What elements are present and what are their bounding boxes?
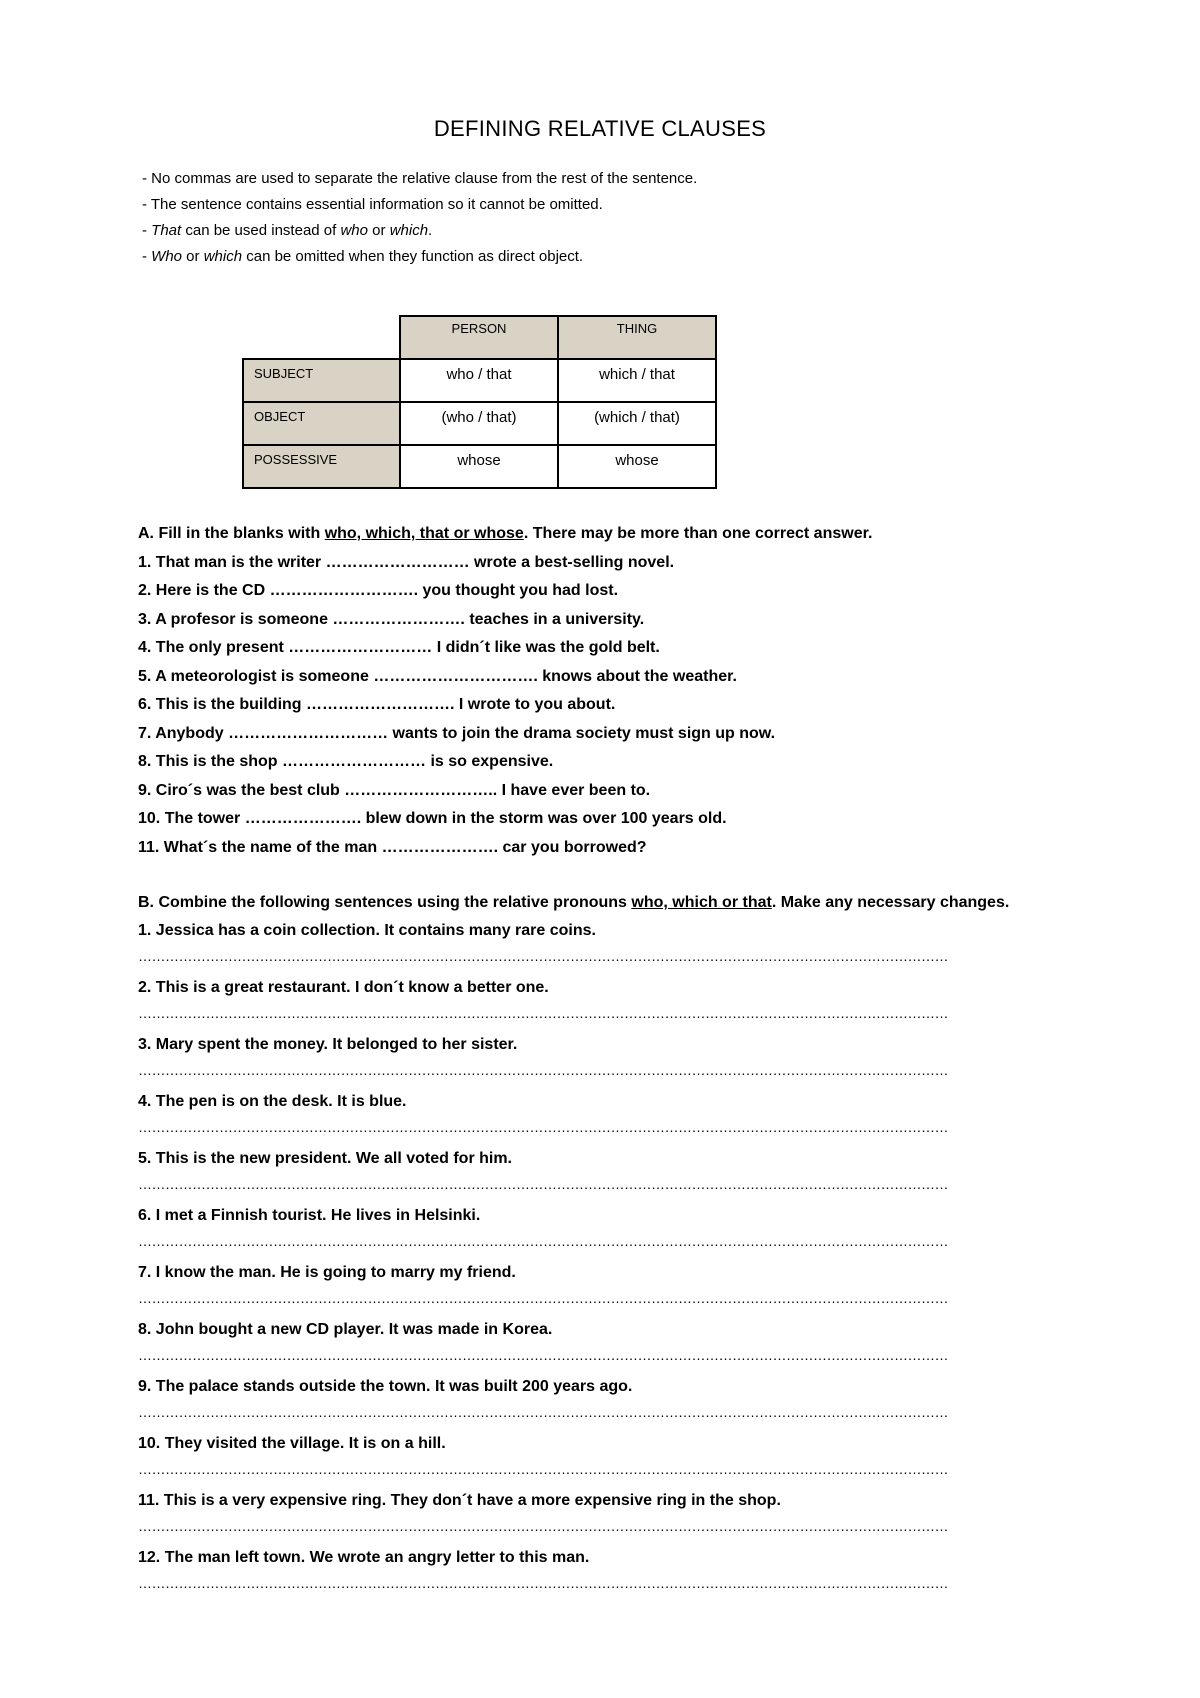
table-cell: whose — [558, 445, 716, 488]
exercise-item: 5. This is the new president. We all voted for him. — [138, 1150, 512, 1167]
answer-line[interactable]: ……………………………………………………………………………………………………………………………………………………………… — [138, 1118, 948, 1135]
exercise-item: 2. Here is the CD ………………………. you thought you had lost. — [138, 582, 619, 599]
exercise-item: 9. The palace stands outside the town. It was built 200 years ago. — [138, 1378, 633, 1395]
exercise-item: 11. What´s the name of the man …………………. car you borrowed? — [138, 838, 647, 856]
table-cell: who / that — [400, 359, 558, 402]
table-row — [243, 445, 716, 488]
exercise-item: 9. Ciro´s was the best club ……………………….. I have ever been to. — [138, 781, 651, 799]
exercise-item: 8. This is the shop ……………………… is so expensive. — [138, 753, 554, 770]
exercise-item: 5. A meteorologist is someone …………………………. knows about the weather. — [138, 667, 737, 685]
section-a-instructions: A. Fill in the blanks with who, which, that or whose. There may be more than one correct answer. — [138, 525, 873, 542]
row-header-possessive: POSSESSIVE — [243, 445, 400, 488]
rule-item: - The sentence contains essential information so it cannot be omitted. — [142, 196, 603, 213]
table-corner — [243, 316, 400, 359]
row-header-object: OBJECT — [243, 402, 400, 445]
table-cell: which / that — [558, 359, 716, 402]
answer-line[interactable]: ……………………………………………………………………………………………………………………………………………………………… — [138, 1574, 948, 1591]
table-cell: whose — [400, 445, 558, 488]
exercise-item: 6. I met a Finnish tourist. He lives in Helsinki. — [138, 1207, 481, 1224]
exercise-item: 12. The man left town. We wrote an angry letter to this man. — [138, 1549, 590, 1566]
rule-item: - That can be used instead of who or which. — [142, 222, 433, 239]
exercise-item: 11. This is a very expensive ring. They don´t have a more expensive ring in the shop. — [138, 1492, 781, 1509]
exercise-item: 10. They visited the village. It is on a hill. — [138, 1435, 446, 1452]
exercise-item: 6. This is the building ………………………. I wrote to you about. — [138, 696, 616, 713]
exercise-item: 1. Jessica has a coin collection. It contains many rare coins. — [138, 922, 596, 939]
page-title: DEFINING RELATIVE CLAUSES — [433, 116, 767, 141]
table-row — [243, 402, 716, 445]
row-header-subject: SUBJECT — [243, 359, 400, 402]
answer-line[interactable]: ……………………………………………………………………………………………………………………………………………………………… — [138, 1346, 948, 1363]
exercise-item: 7. I know the man. He is going to marry my friend. — [138, 1264, 516, 1281]
answer-line[interactable]: ……………………………………………………………………………………………………………………………………………………………… — [138, 1517, 948, 1534]
answer-line[interactable]: ……………………………………………………………………………………………………………………………………………………………… — [138, 1289, 948, 1306]
answer-line[interactable]: ……………………………………………………………………………………………………………………………………………………………… — [138, 1175, 948, 1192]
table-header-row — [243, 316, 716, 359]
table-row — [243, 359, 716, 402]
rules-list — [142, 166, 697, 270]
answer-line[interactable]: ……………………………………………………………………………………………………………………………………………………………… — [138, 1403, 948, 1420]
column-header-thing: THING — [558, 316, 716, 359]
relative-pronoun-table — [242, 315, 717, 489]
answer-line[interactable]: ……………………………………………………………………………………………………………………………………………………………… — [138, 1004, 948, 1021]
exercise-item: 7. Anybody ………………………… wants to join the drama society must sign up now. — [138, 724, 776, 742]
section-b — [138, 888, 1038, 1601]
answer-line[interactable]: ……………………………………………………………………………………………………………………………………………………………… — [138, 1232, 948, 1249]
exercise-item: 4. The only present ……………………… I didn´t like was the gold belt. — [138, 639, 660, 656]
answer-line[interactable]: ……………………………………………………………………………………………………………………………………………………………… — [138, 947, 948, 964]
section-b-instructions: B. Combine the following sentences using the relative pronouns who, which or that. Make any necessary changes. — [138, 894, 1010, 911]
exercise-item: 8. John bought a new CD player. It was made in Korea. — [138, 1321, 553, 1338]
exercise-item: 10. The tower …………………. blew down in the storm was over 100 years old. — [138, 810, 727, 827]
table-cell: (who / that) — [400, 402, 558, 445]
exercise-item: 4. The pen is on the desk. It is blue. — [138, 1093, 407, 1110]
rule-item: - No commas are used to separate the relative clause from the rest of the sentence. — [142, 170, 698, 187]
exercise-item: 3. Mary spent the money. It belonged to her sister. — [138, 1036, 518, 1053]
exercise-item: 3. A profesor is someone ……………………. teaches in a university. — [138, 610, 645, 628]
rule-item: - Who or which can be omitted when they function as direct object. — [142, 248, 584, 265]
exercise-item: 2. This is a great restaurant. I don´t know a better one. — [138, 979, 549, 996]
answer-line[interactable]: ……………………………………………………………………………………………………………………………………………………………… — [138, 1061, 948, 1078]
table-cell: (which / that) — [558, 402, 716, 445]
answer-line[interactable]: ……………………………………………………………………………………………………………………………………………………………… — [138, 1460, 948, 1477]
exercise-item: 1. That man is the writer ……………………… wrote a best-selling novel. — [138, 553, 675, 571]
column-header-person: PERSON — [400, 316, 558, 359]
section-a — [138, 520, 1068, 862]
